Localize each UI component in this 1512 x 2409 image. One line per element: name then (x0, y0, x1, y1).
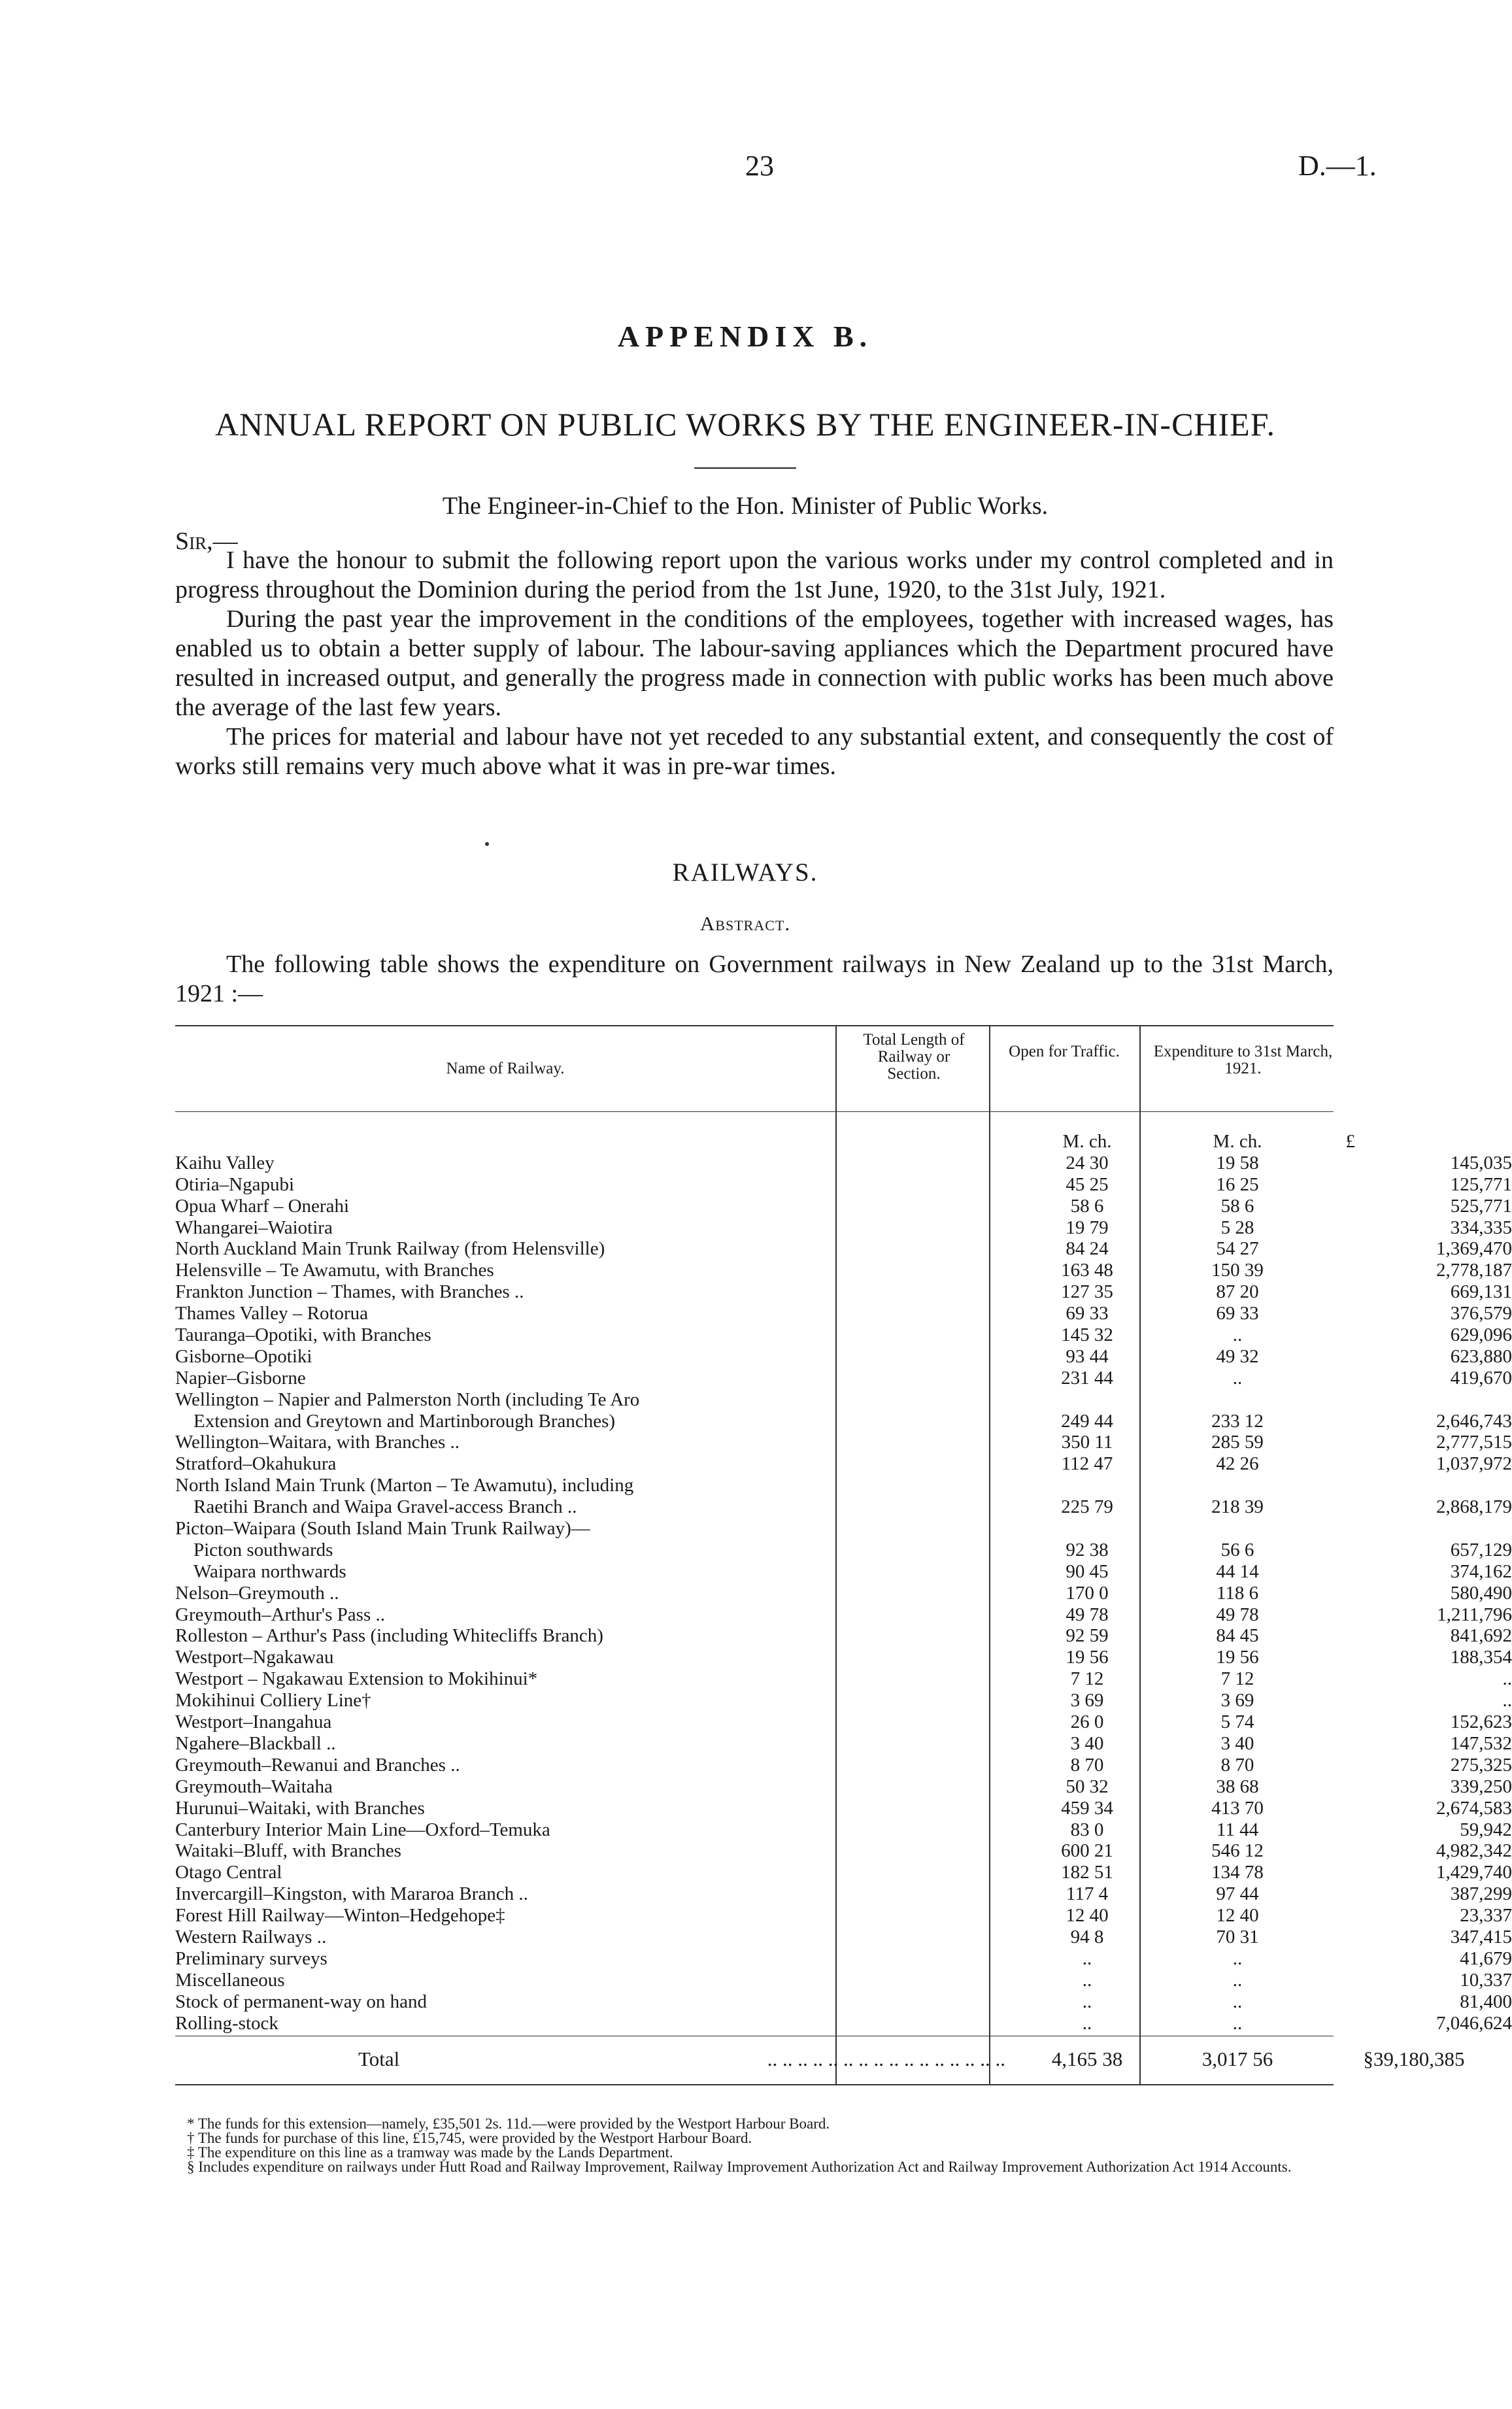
open-cell: .. (1232, 1367, 1243, 1389)
stray-mark (485, 842, 489, 846)
length-cell: 45 25 (1066, 1173, 1109, 1195)
open-cell: 54 27 (1216, 1238, 1259, 1260)
expenditure-cell: 125,771 (1450, 1173, 1512, 1195)
table-row (175, 1539, 1512, 1561)
expenditure-cell: 1,037,972 (1436, 1453, 1512, 1475)
expenditure-cell: 2,777,515 (1436, 1432, 1512, 1453)
subheading: Abstract. (699, 912, 791, 935)
length-cell: 249 44 (1061, 1410, 1113, 1432)
open-cell: 5 74 (1220, 1711, 1254, 1733)
units-row (175, 1131, 1355, 1153)
table-row (175, 1647, 1512, 1668)
length-cell: 19 79 (1066, 1217, 1109, 1238)
railway-name: Napier–Gisborne (175, 1367, 306, 1389)
open-cell: 56 6 (1220, 1539, 1254, 1560)
expenditure-cell: 2,868,179 (1436, 1496, 1512, 1518)
length-cell: 182 51 (1061, 1862, 1113, 1883)
title-rule (694, 467, 796, 469)
expenditure-cell: 2,778,187 (1436, 1260, 1512, 1281)
open-cell: .. (1232, 1947, 1243, 1969)
header-expenditure: Expenditure to 31st March, 1921. (1153, 1043, 1333, 1077)
table-bottom-rule (175, 2084, 1334, 2085)
length-cell: 127 35 (1061, 1281, 1113, 1303)
table-row (175, 1389, 1334, 1411)
railway-name: Greymouth–Arthur's Pass .. (175, 1604, 385, 1625)
expenditure-cell: .. (1502, 1690, 1512, 1711)
open-cell: .. (1232, 1991, 1243, 2012)
open-cell: 8 70 (1220, 1754, 1254, 1776)
table-row (175, 1819, 1512, 1841)
expenditure-cell: 339,250 (1450, 1776, 1512, 1797)
railway-name: Extension and Greytown and Martinborough Branches) (193, 1410, 616, 1432)
railway-name: Canterbury Interior Main Line—Oxford–Temuka (175, 1819, 550, 1840)
table-row (175, 1905, 1512, 1927)
length-cell: 7 12 (1070, 1668, 1104, 1690)
expenditure-cell: 669,131 (1450, 1281, 1512, 1303)
footnote: § Includes expenditure on railways under Hutt Road and Railway Improvement, Railway Improvement Authorization Act and Railway Improvement Authorization Act 1914 Accounts. (187, 2159, 1292, 2175)
table-row (175, 1217, 1512, 1239)
open-cell: 70 31 (1216, 1926, 1259, 1947)
length-cell: 90 45 (1066, 1560, 1109, 1582)
length-cell: 112 47 (1061, 1453, 1113, 1475)
section-heading: RAILWAYS. (672, 858, 818, 886)
length-cell: .. (1082, 2012, 1092, 2034)
open-cell: 49 32 (1216, 1345, 1259, 1367)
table-row (175, 1947, 1512, 1970)
header-rule (175, 1111, 1334, 1112)
table-row (175, 1991, 1512, 2013)
expenditure-cell: 2,646,743 (1436, 1410, 1512, 1432)
table-row (175, 1797, 1512, 1819)
railway-name: Picton southwards (193, 1539, 333, 1560)
railway-name: Rolling-stock (175, 2012, 278, 2034)
table-row (175, 1668, 1512, 1690)
open-cell: 19 56 (1216, 1647, 1259, 1668)
open-cell: .. (1232, 1324, 1243, 1346)
table-row (175, 1173, 1512, 1196)
open-cell: 16 25 (1216, 1173, 1259, 1195)
expenditure-cell: 23,337 (1460, 1905, 1512, 1927)
open-cell: 7 12 (1220, 1668, 1254, 1690)
railway-name: Wellington–Waitara, with Branches .. (175, 1432, 460, 1453)
expenditure-cell: 145,035 (1450, 1152, 1512, 1173)
expenditure-cell: .. (1502, 1668, 1512, 1690)
length-cell: 459 34 (1061, 1797, 1113, 1819)
header-open: Open for Traffic. (1009, 1043, 1120, 1060)
length-cell: 93 44 (1066, 1345, 1109, 1367)
length-cell: 19 56 (1066, 1647, 1109, 1668)
railway-name: Whangarei–Waiotira (175, 1217, 333, 1238)
railway-name: Waipara northwards (193, 1560, 346, 1582)
railway-name: Tauranga–Opotiki, with Branches (175, 1324, 431, 1346)
expenditure-cell: 1,369,470 (1436, 1238, 1512, 1260)
footnote: ‡ The expenditure on this line as a tramway was made by the Lands Department. (187, 2144, 673, 2161)
table-row (175, 1625, 1512, 1647)
railway-name: Rolleston – Arthur's Pass (including Whitecliffs Branch) (175, 1625, 603, 1647)
open-cell: 84 45 (1216, 1625, 1259, 1647)
railway-name: Hurunui–Waitaki, with Branches (175, 1797, 425, 1819)
expenditure-cell: 10,337 (1460, 1969, 1512, 1991)
table-row (175, 1732, 1512, 1755)
length-cell: .. (1082, 1991, 1092, 2012)
railway-name: Kaihu Valley (175, 1152, 275, 1173)
footnote: * The funds for this extension—namely, £35,501 2s. 11d.—were provided by the Westport Harbour Board. (187, 2115, 830, 2132)
page-number: 23 (745, 150, 774, 182)
railway-name: Stock of permanent-way on hand (175, 1991, 427, 2012)
length-cell: 145 32 (1061, 1324, 1113, 1346)
railway-name: Mokihinui Colliery Line† (175, 1690, 371, 1711)
report-title: ANNUAL REPORT ON PUBLIC WORKS BY THE ENGINEER-IN-CHIEF. (214, 406, 1276, 443)
railway-name: Frankton Junction – Thames, with Branches .. (175, 1281, 524, 1303)
table-row (175, 1496, 1512, 1518)
railway-name: Invercargill–Kingston, with Mararoa Branch .. (175, 1883, 528, 1905)
railway-name: Opua Wharf – Onerahi (175, 1195, 349, 1217)
table-row (175, 1518, 1334, 1540)
railway-name: Forest Hill Railway—Winton–Hedgehope‡ (175, 1905, 505, 1927)
length-cell: 26 0 (1070, 1711, 1104, 1733)
open-unit: M. ch. (1213, 1131, 1262, 1152)
footnotes (175, 2117, 1334, 2174)
table-row (175, 2012, 1512, 2034)
table-row (175, 1604, 1512, 1626)
length-cell: 69 33 (1066, 1303, 1109, 1324)
length-cell: 58 6 (1070, 1195, 1104, 1217)
table-row (175, 1776, 1512, 1798)
table-body (175, 1131, 1512, 2034)
length-cell: 350 11 (1061, 1432, 1113, 1453)
open-cell: 546 12 (1211, 1840, 1264, 1862)
open-cell: 118 6 (1216, 1582, 1259, 1604)
open-cell: 19 58 (1216, 1152, 1259, 1173)
expenditure-cell: 7,046,624 (1436, 2012, 1512, 2034)
expenditure-cell: 147,532 (1450, 1732, 1512, 1754)
length-cell: 231 44 (1061, 1367, 1113, 1389)
table-row (175, 1926, 1512, 1948)
table-row (175, 1475, 1334, 1496)
open-cell: 49 78 (1216, 1604, 1259, 1625)
railway-name: Raetihi Branch and Waipa Gravel-access Branch .. (193, 1496, 577, 1518)
paragraph-3: The prices for material and labour have not yet receded to any substantial extent, and consequently the cost of works still remains very much above what it was in pre-war times. (175, 723, 1334, 780)
expenditure-cell: 4,982,342 (1436, 1840, 1512, 1862)
length-cell: 600 21 (1061, 1840, 1113, 1862)
length-cell: 24 30 (1066, 1152, 1109, 1173)
open-cell: 11 44 (1216, 1819, 1259, 1840)
railway-name: Miscellaneous (175, 1969, 285, 1991)
expenditure-cell: 188,354 (1450, 1647, 1512, 1668)
table-row (175, 1690, 1512, 1711)
open-cell: 97 44 (1216, 1883, 1259, 1905)
expenditure-cell: 376,579 (1450, 1303, 1512, 1324)
length-cell: 94 8 (1070, 1926, 1104, 1947)
railway-name: North Island Main Trunk (Marton – Te Awamutu), including (175, 1475, 634, 1496)
open-cell: 218 39 (1211, 1496, 1264, 1518)
table-row (175, 1582, 1512, 1604)
table-row (175, 1152, 1512, 1174)
length-cell: .. (1082, 1969, 1092, 1991)
expenditure-table (175, 1025, 1512, 2100)
length-cell: 170 0 (1066, 1582, 1109, 1604)
railway-name: Greymouth–Rewanui and Branches .. (175, 1754, 460, 1776)
railway-name: Ngahere–Blackball .. (175, 1732, 336, 1754)
open-cell: 285 59 (1211, 1432, 1264, 1453)
total-length: 4,165 38 (1051, 2047, 1123, 2070)
open-cell: 12 40 (1216, 1905, 1259, 1927)
open-cell: 134 78 (1211, 1862, 1264, 1883)
open-cell: 87 20 (1216, 1281, 1259, 1303)
table-row (175, 1560, 1512, 1583)
table-row (175, 1345, 1512, 1368)
railway-name: Westport – Ngakawau Extension to Mokihinui* (175, 1668, 538, 1690)
header-length: Total Length of Railway or Section. (863, 1031, 965, 1083)
length-cell: 92 59 (1066, 1625, 1109, 1647)
expenditure-cell: 347,415 (1450, 1926, 1512, 1947)
length-cell: 84 24 (1066, 1238, 1109, 1260)
document-id: D.—1. (1298, 150, 1377, 182)
length-cell: 225 79 (1061, 1496, 1113, 1518)
open-cell: 233 12 (1211, 1410, 1264, 1432)
railway-name: Otiria–Ngapubi (175, 1173, 295, 1195)
table-intro: The following table shows the expenditure on Government railways in New Zealand up to the 31st March, 1921 :— (175, 951, 1334, 1007)
total-expenditure: §39,180,385 (1363, 2047, 1465, 2070)
table-row (175, 1432, 1512, 1453)
report-body (175, 546, 1334, 781)
table-row (175, 1367, 1512, 1389)
expenditure-cell: 419,670 (1450, 1367, 1512, 1389)
table-row (175, 1281, 1512, 1303)
currency-unit: £ (1345, 1131, 1355, 1152)
table-row (175, 1410, 1512, 1432)
table-row (175, 1303, 1512, 1324)
total-label: Total (358, 2047, 400, 2070)
leader-dots: .. .. .. .. .. .. .. .. .. .. .. .. .. .. .. .. (767, 2047, 1005, 2070)
expenditure-cell: 1,429,740 (1436, 1862, 1512, 1883)
railway-name: Westport–Ngakawau (175, 1647, 334, 1668)
table-row (175, 1840, 1512, 1862)
railway-name: Picton–Waipara (South Island Main Trunk Railway)— (175, 1518, 590, 1540)
appendix-heading: APPENDIX B. (617, 320, 873, 353)
railway-name: Gisborne–Opotiki (175, 1345, 312, 1367)
open-cell: .. (1232, 2012, 1243, 2034)
length-unit: M. ch. (1062, 1131, 1112, 1152)
expenditure-cell: 275,325 (1450, 1754, 1512, 1776)
total-open: 3,017 56 (1201, 2047, 1273, 2070)
expenditure-cell: 657,129 (1450, 1539, 1512, 1560)
open-cell: 38 68 (1216, 1776, 1259, 1797)
length-cell: 49 78 (1066, 1604, 1109, 1625)
table-row (175, 1969, 1512, 1991)
header-name: Name of Railway. (446, 1060, 565, 1077)
length-cell: 12 40 (1066, 1905, 1109, 1927)
length-cell: 117 4 (1066, 1883, 1109, 1905)
length-cell: 3 40 (1070, 1732, 1104, 1754)
table-row (175, 1260, 1512, 1281)
railway-name: Otago Central (175, 1862, 282, 1883)
length-cell: 8 70 (1070, 1754, 1104, 1776)
length-cell: 83 0 (1070, 1819, 1104, 1840)
expenditure-cell: 1,211,796 (1437, 1604, 1512, 1625)
open-cell: .. (1232, 1969, 1243, 1991)
expenditure-cell: 2,674,583 (1436, 1797, 1512, 1819)
railway-name: North Auckland Main Trunk Railway (from Helensville) (175, 1238, 605, 1260)
table-row (175, 1453, 1512, 1475)
railway-name: Helensville – Te Awamutu, with Branches (175, 1260, 494, 1281)
open-cell: 69 33 (1216, 1303, 1259, 1324)
open-cell: 3 69 (1220, 1690, 1254, 1711)
expenditure-cell: 41,679 (1460, 1947, 1512, 1969)
table-row (175, 1883, 1512, 1905)
open-cell: 44 14 (1216, 1560, 1259, 1582)
railway-name: Stratford–Okahukura (175, 1453, 337, 1475)
sir-greeting: Sir,— (175, 528, 238, 555)
railway-name: Nelson–Greymouth .. (175, 1582, 339, 1604)
paragraph-1: I have the honour to submit the following report upon the various works under my control completed and in progress throughout the Dominion during the period from the 1st June, 1920, to the 31st July, 1921. (175, 547, 1334, 603)
railway-name: Wellington – Napier and Palmerston North (including Te Aro (175, 1389, 640, 1410)
length-cell: 50 32 (1066, 1776, 1109, 1797)
footnote: † The funds for purchase of this line, £15,745, were provided by the Westport Harbour Board. (187, 2130, 752, 2146)
expenditure-cell: 580,490 (1450, 1582, 1512, 1604)
table-row (175, 1754, 1512, 1776)
expenditure-cell: 623,880 (1450, 1345, 1512, 1367)
expenditure-cell: 841,692 (1450, 1625, 1512, 1647)
table-row (175, 1195, 1512, 1217)
expenditure-cell: 374,162 (1450, 1560, 1512, 1582)
length-cell: 92 38 (1066, 1539, 1109, 1560)
length-cell: 163 48 (1061, 1260, 1113, 1281)
salutation-line: The Engineer-in-Chief to the Hon. Minister of Public Works. (442, 492, 1049, 520)
expenditure-cell: 387,299 (1450, 1883, 1512, 1905)
open-cell: 42 26 (1216, 1453, 1259, 1475)
railway-name: Thames Valley – Rotorua (175, 1303, 369, 1324)
expenditure-cell: 334,335 (1450, 1217, 1512, 1238)
railway-name: Preliminary surveys (175, 1947, 328, 1969)
table-row (175, 1862, 1512, 1883)
table-row (175, 1711, 1512, 1733)
expenditure-cell: 629,096 (1450, 1324, 1512, 1346)
railway-name: Western Railways .. (175, 1926, 327, 1947)
total-row (175, 2046, 1465, 2072)
length-cell: .. (1082, 1947, 1092, 1969)
length-cell: 3 69 (1070, 1690, 1104, 1711)
expenditure-cell: 525,771 (1450, 1195, 1512, 1217)
open-cell: 58 6 (1220, 1195, 1254, 1217)
open-cell: 413 70 (1211, 1797, 1264, 1819)
table-row (175, 1324, 1512, 1346)
railway-name: Greymouth–Waitaha (175, 1776, 333, 1797)
railway-name: Waitaki–Bluff, with Branches (175, 1840, 401, 1862)
railway-name: Westport–Inangahua (175, 1711, 332, 1733)
table-top-rule (175, 1025, 1334, 1026)
table-row (175, 1238, 1512, 1260)
open-cell: 5 28 (1220, 1217, 1254, 1238)
open-cell: 3 40 (1220, 1732, 1254, 1754)
expenditure-cell: 59,942 (1460, 1819, 1512, 1840)
expenditure-cell: 152,623 (1450, 1711, 1512, 1733)
open-cell: 150 39 (1211, 1260, 1264, 1281)
paragraph-2: During the past year the improvement in the conditions of the employees, together with increased wages, has enabled us to obtain a better supply of labour. The labour-saving appliances which the Department procured have resulted in increased output, and generally the progress made in connection with public works has been much above the average of the last few years. (175, 605, 1334, 721)
expenditure-cell: 81,400 (1460, 1991, 1512, 2012)
